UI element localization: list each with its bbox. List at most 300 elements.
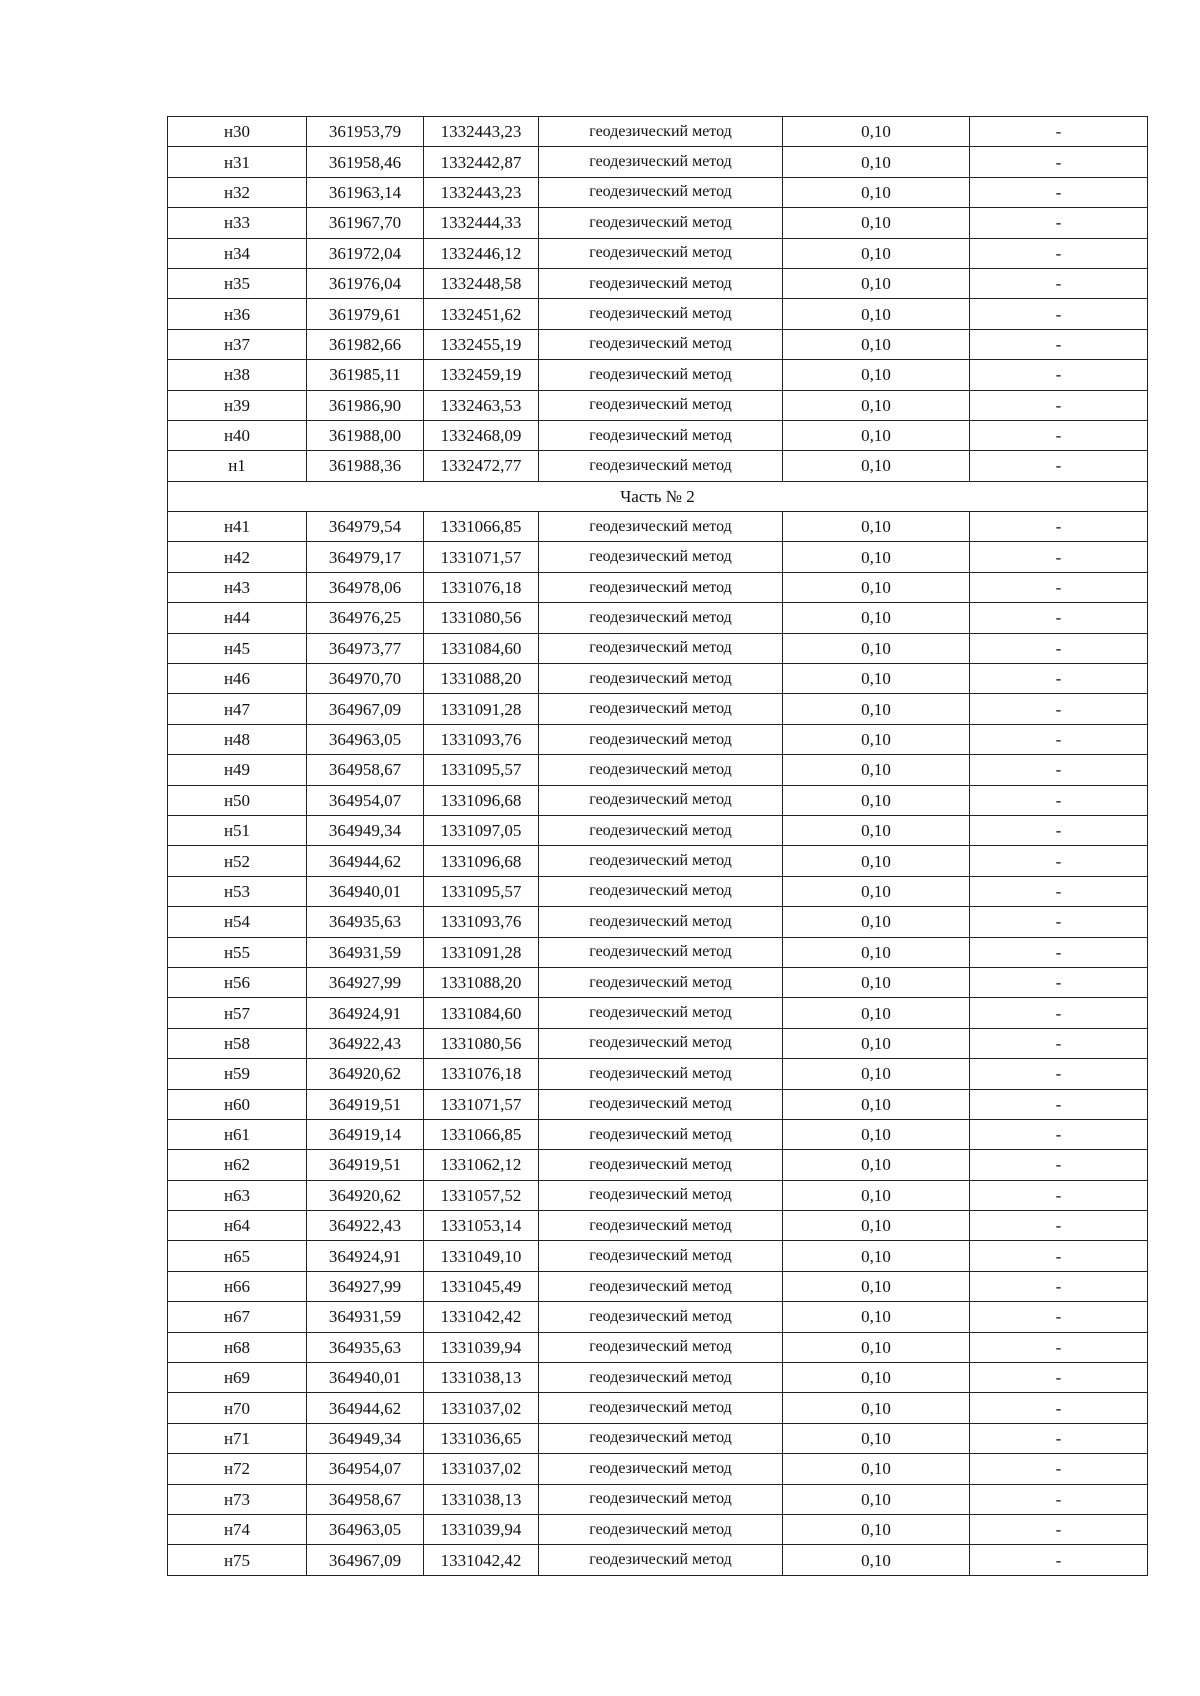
note-cell: - [970, 177, 1148, 207]
accuracy-cell: 0,10 [783, 1028, 970, 1058]
x-coordinate-cell: 364919,51 [307, 1150, 424, 1180]
point-id-cell: н71 [168, 1423, 307, 1453]
y-coordinate-cell: 1331076,18 [424, 1059, 539, 1089]
accuracy-cell: 0,10 [783, 572, 970, 602]
y-coordinate-cell: 1331049,10 [424, 1241, 539, 1271]
accuracy-cell: 0,10 [783, 846, 970, 876]
y-coordinate-cell: 1331095,57 [424, 755, 539, 785]
note-cell: - [970, 1089, 1148, 1119]
y-coordinate-cell: 1332443,23 [424, 177, 539, 207]
note-cell: - [970, 785, 1148, 815]
note-cell: - [970, 907, 1148, 937]
x-coordinate-cell: 361967,70 [307, 208, 424, 238]
method-cell: геодезический метод [539, 572, 783, 602]
y-coordinate-cell: 1331039,94 [424, 1514, 539, 1544]
accuracy-cell: 0,10 [783, 664, 970, 694]
point-id-cell: н44 [168, 603, 307, 633]
y-coordinate-cell: 1332468,09 [424, 420, 539, 450]
note-cell: - [970, 633, 1148, 663]
point-id-cell: н1 [168, 451, 307, 481]
accuracy-cell: 0,10 [783, 329, 970, 359]
note-cell: - [970, 815, 1148, 845]
x-coordinate-cell: 364954,07 [307, 785, 424, 815]
y-coordinate-cell: 1332444,33 [424, 208, 539, 238]
accuracy-cell: 0,10 [783, 937, 970, 967]
point-id-cell: н69 [168, 1363, 307, 1393]
method-cell: геодезический метод [539, 907, 783, 937]
x-coordinate-cell: 364919,14 [307, 1119, 424, 1149]
note-cell: - [970, 117, 1148, 147]
table-row [168, 967, 1148, 997]
coordinates-table [167, 116, 1148, 1576]
y-coordinate-cell: 1331057,52 [424, 1180, 539, 1210]
x-coordinate-cell: 361963,14 [307, 177, 424, 207]
y-coordinate-cell: 1331096,68 [424, 785, 539, 815]
method-cell: геодезический метод [539, 1180, 783, 1210]
x-coordinate-cell: 364935,63 [307, 907, 424, 937]
y-coordinate-cell: 1331088,20 [424, 967, 539, 997]
point-id-cell: н45 [168, 633, 307, 663]
x-coordinate-cell: 364949,34 [307, 815, 424, 845]
table-row [168, 420, 1148, 450]
y-coordinate-cell: 1331096,68 [424, 846, 539, 876]
table-row [168, 1028, 1148, 1058]
y-coordinate-cell: 1332451,62 [424, 299, 539, 329]
x-coordinate-cell: 364924,91 [307, 998, 424, 1028]
point-id-cell: н58 [168, 1028, 307, 1058]
x-coordinate-cell: 361972,04 [307, 238, 424, 268]
y-coordinate-cell: 1331038,13 [424, 1363, 539, 1393]
method-cell: геодезический метод [539, 846, 783, 876]
method-cell: геодезический метод [539, 542, 783, 572]
accuracy-cell: 0,10 [783, 1423, 970, 1453]
table-row [168, 1332, 1148, 1362]
table-row [168, 572, 1148, 602]
note-cell: - [970, 937, 1148, 967]
point-id-cell: н66 [168, 1271, 307, 1301]
note-cell: - [970, 1119, 1148, 1149]
table-row [168, 360, 1148, 390]
method-cell: геодезический метод [539, 1302, 783, 1332]
accuracy-cell: 0,10 [783, 907, 970, 937]
x-coordinate-cell: 364924,91 [307, 1241, 424, 1271]
note-cell: - [970, 360, 1148, 390]
x-coordinate-cell: 364958,67 [307, 1484, 424, 1514]
note-cell: - [970, 846, 1148, 876]
x-coordinate-cell: 364919,51 [307, 1089, 424, 1119]
table-row [168, 208, 1148, 238]
y-coordinate-cell: 1332472,77 [424, 451, 539, 481]
method-cell: геодезический метод [539, 1363, 783, 1393]
table-row [168, 1180, 1148, 1210]
point-id-cell: н63 [168, 1180, 307, 1210]
y-coordinate-cell: 1331095,57 [424, 876, 539, 906]
point-id-cell: н68 [168, 1332, 307, 1362]
point-id-cell: н36 [168, 299, 307, 329]
table-row [168, 451, 1148, 481]
method-cell: геодезический метод [539, 117, 783, 147]
accuracy-cell: 0,10 [783, 1393, 970, 1423]
accuracy-cell: 0,10 [783, 1302, 970, 1332]
note-cell: - [970, 238, 1148, 268]
accuracy-cell: 0,10 [783, 238, 970, 268]
accuracy-cell: 0,10 [783, 1514, 970, 1544]
table-row [168, 1302, 1148, 1332]
method-cell: геодезический метод [539, 451, 783, 481]
y-coordinate-cell: 1332463,53 [424, 390, 539, 420]
x-coordinate-cell: 364970,70 [307, 664, 424, 694]
x-coordinate-cell: 361985,11 [307, 360, 424, 390]
accuracy-cell: 0,10 [783, 208, 970, 238]
method-cell: геодезический метод [539, 1393, 783, 1423]
method-cell: геодезический метод [539, 238, 783, 268]
table-row [168, 299, 1148, 329]
point-id-cell: н74 [168, 1514, 307, 1544]
accuracy-cell: 0,10 [783, 1545, 970, 1575]
y-coordinate-cell: 1331093,76 [424, 724, 539, 754]
y-coordinate-cell: 1332442,87 [424, 147, 539, 177]
note-cell: - [970, 147, 1148, 177]
table-row [168, 512, 1148, 542]
point-id-cell: н65 [168, 1241, 307, 1271]
note-cell: - [970, 390, 1148, 420]
table-row [168, 755, 1148, 785]
point-id-cell: н59 [168, 1059, 307, 1089]
note-cell: - [970, 1028, 1148, 1058]
point-id-cell: н34 [168, 238, 307, 268]
y-coordinate-cell: 1331080,56 [424, 1028, 539, 1058]
accuracy-cell: 0,10 [783, 1363, 970, 1393]
accuracy-cell: 0,10 [783, 1211, 970, 1241]
note-cell: - [970, 998, 1148, 1028]
method-cell: геодезический метод [539, 390, 783, 420]
note-cell: - [970, 664, 1148, 694]
accuracy-cell: 0,10 [783, 360, 970, 390]
y-coordinate-cell: 1331091,28 [424, 694, 539, 724]
table-body [168, 117, 1148, 1576]
y-coordinate-cell: 1331097,05 [424, 815, 539, 845]
method-cell: геодезический метод [539, 1332, 783, 1362]
table-row [168, 1545, 1148, 1575]
method-cell: геодезический метод [539, 420, 783, 450]
method-cell: геодезический метод [539, 1484, 783, 1514]
x-coordinate-cell: 364935,63 [307, 1332, 424, 1362]
note-cell: - [970, 1271, 1148, 1301]
method-cell: геодезический метод [539, 815, 783, 845]
y-coordinate-cell: 1331038,13 [424, 1484, 539, 1514]
note-cell: - [970, 1545, 1148, 1575]
method-cell: геодезический метод [539, 1454, 783, 1484]
point-id-cell: н64 [168, 1211, 307, 1241]
accuracy-cell: 0,10 [783, 724, 970, 754]
note-cell: - [970, 542, 1148, 572]
table-row [168, 238, 1148, 268]
table-row [168, 664, 1148, 694]
x-coordinate-cell: 361982,66 [307, 329, 424, 359]
note-cell: - [970, 1332, 1148, 1362]
method-cell: геодезический метод [539, 664, 783, 694]
x-coordinate-cell: 364949,34 [307, 1423, 424, 1453]
point-id-cell: н51 [168, 815, 307, 845]
point-id-cell: н41 [168, 512, 307, 542]
y-coordinate-cell: 1331062,12 [424, 1150, 539, 1180]
method-cell: геодезический метод [539, 147, 783, 177]
method-cell: геодезический метод [539, 876, 783, 906]
point-id-cell: н62 [168, 1150, 307, 1180]
y-coordinate-cell: 1331088,20 [424, 664, 539, 694]
y-coordinate-cell: 1331053,14 [424, 1211, 539, 1241]
x-coordinate-cell: 364976,25 [307, 603, 424, 633]
x-coordinate-cell: 364931,59 [307, 1302, 424, 1332]
x-coordinate-cell: 364922,43 [307, 1211, 424, 1241]
method-cell: геодезический метод [539, 967, 783, 997]
note-cell: - [970, 1302, 1148, 1332]
point-id-cell: н72 [168, 1454, 307, 1484]
point-id-cell: н57 [168, 998, 307, 1028]
x-coordinate-cell: 364944,62 [307, 846, 424, 876]
method-cell: геодезический метод [539, 694, 783, 724]
accuracy-cell: 0,10 [783, 268, 970, 298]
note-cell: - [970, 268, 1148, 298]
point-id-cell: н53 [168, 876, 307, 906]
method-cell: геодезический метод [539, 360, 783, 390]
method-cell: геодезический метод [539, 1150, 783, 1180]
note-cell: - [970, 755, 1148, 785]
accuracy-cell: 0,10 [783, 542, 970, 572]
method-cell: геодезический метод [539, 1271, 783, 1301]
table-row [168, 1363, 1148, 1393]
method-cell: геодезический метод [539, 633, 783, 663]
point-id-cell: н30 [168, 117, 307, 147]
x-coordinate-cell: 364958,67 [307, 755, 424, 785]
note-cell: - [970, 1393, 1148, 1423]
table-row [168, 1484, 1148, 1514]
note-cell: - [970, 1363, 1148, 1393]
x-coordinate-cell: 364920,62 [307, 1180, 424, 1210]
method-cell: геодезический метод [539, 268, 783, 298]
y-coordinate-cell: 1332446,12 [424, 238, 539, 268]
table-row [168, 785, 1148, 815]
method-cell: геодезический метод [539, 299, 783, 329]
table-row [168, 268, 1148, 298]
method-cell: геодезический метод [539, 755, 783, 785]
y-coordinate-cell: 1331036,65 [424, 1423, 539, 1453]
point-id-cell: н47 [168, 694, 307, 724]
table-row [168, 1241, 1148, 1271]
note-cell: - [970, 451, 1148, 481]
x-coordinate-cell: 364920,62 [307, 1059, 424, 1089]
x-coordinate-cell: 364954,07 [307, 1454, 424, 1484]
x-coordinate-cell: 364927,99 [307, 1271, 424, 1301]
accuracy-cell: 0,10 [783, 876, 970, 906]
x-coordinate-cell: 364963,05 [307, 1514, 424, 1544]
note-cell: - [970, 1059, 1148, 1089]
accuracy-cell: 0,10 [783, 633, 970, 663]
table-row [168, 815, 1148, 845]
table-row [168, 937, 1148, 967]
point-id-cell: н39 [168, 390, 307, 420]
note-cell: - [970, 208, 1148, 238]
y-coordinate-cell: 1331037,02 [424, 1393, 539, 1423]
accuracy-cell: 0,10 [783, 1241, 970, 1271]
point-id-cell: н73 [168, 1484, 307, 1514]
table-row [168, 1059, 1148, 1089]
x-coordinate-cell: 364978,06 [307, 572, 424, 602]
y-coordinate-cell: 1331042,42 [424, 1545, 539, 1575]
y-coordinate-cell: 1332443,23 [424, 117, 539, 147]
table-row [168, 1393, 1148, 1423]
accuracy-cell: 0,10 [783, 117, 970, 147]
method-cell: геодезический метод [539, 512, 783, 542]
method-cell: геодезический метод [539, 1241, 783, 1271]
point-id-cell: н52 [168, 846, 307, 876]
accuracy-cell: 0,10 [783, 512, 970, 542]
accuracy-cell: 0,10 [783, 967, 970, 997]
x-coordinate-cell: 361976,04 [307, 268, 424, 298]
x-coordinate-cell: 361953,79 [307, 117, 424, 147]
x-coordinate-cell: 364940,01 [307, 1363, 424, 1393]
note-cell: - [970, 512, 1148, 542]
x-coordinate-cell: 361986,90 [307, 390, 424, 420]
note-cell: - [970, 1514, 1148, 1544]
method-cell: геодезический метод [539, 1423, 783, 1453]
accuracy-cell: 0,10 [783, 603, 970, 633]
y-coordinate-cell: 1331037,02 [424, 1454, 539, 1484]
accuracy-cell: 0,10 [783, 815, 970, 845]
table-row [168, 1514, 1148, 1544]
accuracy-cell: 0,10 [783, 299, 970, 329]
accuracy-cell: 0,10 [783, 1150, 970, 1180]
x-coordinate-cell: 364967,09 [307, 694, 424, 724]
x-coordinate-cell: 364940,01 [307, 876, 424, 906]
note-cell: - [970, 1180, 1148, 1210]
note-cell: - [970, 329, 1148, 359]
table-row [168, 542, 1148, 572]
method-cell: геодезический метод [539, 998, 783, 1028]
y-coordinate-cell: 1331080,56 [424, 603, 539, 633]
table-row [168, 603, 1148, 633]
point-id-cell: н43 [168, 572, 307, 602]
note-cell: - [970, 572, 1148, 602]
table-row [168, 1089, 1148, 1119]
x-coordinate-cell: 364973,77 [307, 633, 424, 663]
method-cell: геодезический метод [539, 603, 783, 633]
x-coordinate-cell: 364979,54 [307, 512, 424, 542]
point-id-cell: н55 [168, 937, 307, 967]
note-cell: - [970, 1150, 1148, 1180]
point-id-cell: н50 [168, 785, 307, 815]
method-cell: геодезический метод [539, 177, 783, 207]
part-header-row [168, 481, 1148, 511]
accuracy-cell: 0,10 [783, 390, 970, 420]
note-cell: - [970, 876, 1148, 906]
table-row [168, 147, 1148, 177]
table-row [168, 329, 1148, 359]
accuracy-cell: 0,10 [783, 1271, 970, 1301]
method-cell: геодезический метод [539, 1089, 783, 1119]
point-id-cell: н54 [168, 907, 307, 937]
y-coordinate-cell: 1331045,49 [424, 1271, 539, 1301]
method-cell: геодезический метод [539, 1211, 783, 1241]
method-cell: геодезический метод [539, 1545, 783, 1575]
table-row [168, 117, 1148, 147]
method-cell: геодезический метод [539, 724, 783, 754]
accuracy-cell: 0,10 [783, 694, 970, 724]
point-id-cell: н35 [168, 268, 307, 298]
point-id-cell: н40 [168, 420, 307, 450]
method-cell: геодезический метод [539, 937, 783, 967]
point-id-cell: н48 [168, 724, 307, 754]
accuracy-cell: 0,10 [783, 420, 970, 450]
y-coordinate-cell: 1331084,60 [424, 633, 539, 663]
method-cell: геодезический метод [539, 208, 783, 238]
point-id-cell: н38 [168, 360, 307, 390]
note-cell: - [970, 420, 1148, 450]
method-cell: геодезический метод [539, 1119, 783, 1149]
y-coordinate-cell: 1331076,18 [424, 572, 539, 602]
part-label: Часть № 2 [168, 481, 1148, 511]
method-cell: геодезический метод [539, 329, 783, 359]
y-coordinate-cell: 1331071,57 [424, 542, 539, 572]
y-coordinate-cell: 1331071,57 [424, 1089, 539, 1119]
accuracy-cell: 0,10 [783, 785, 970, 815]
point-id-cell: н61 [168, 1119, 307, 1149]
y-coordinate-cell: 1332448,58 [424, 268, 539, 298]
y-coordinate-cell: 1331066,85 [424, 512, 539, 542]
point-id-cell: н67 [168, 1302, 307, 1332]
note-cell: - [970, 1484, 1148, 1514]
table-row [168, 633, 1148, 663]
table-row [168, 694, 1148, 724]
x-coordinate-cell: 361958,46 [307, 147, 424, 177]
point-id-cell: н60 [168, 1089, 307, 1119]
accuracy-cell: 0,10 [783, 998, 970, 1028]
note-cell: - [970, 299, 1148, 329]
method-cell: геодезический метод [539, 1028, 783, 1058]
note-cell: - [970, 1423, 1148, 1453]
x-coordinate-cell: 364967,09 [307, 1545, 424, 1575]
table-row [168, 1150, 1148, 1180]
point-id-cell: н70 [168, 1393, 307, 1423]
table-row [168, 1454, 1148, 1484]
x-coordinate-cell: 364922,43 [307, 1028, 424, 1058]
y-coordinate-cell: 1331066,85 [424, 1119, 539, 1149]
accuracy-cell: 0,10 [783, 1332, 970, 1362]
point-id-cell: н33 [168, 208, 307, 238]
table-row [168, 1211, 1148, 1241]
accuracy-cell: 0,10 [783, 1484, 970, 1514]
accuracy-cell: 0,10 [783, 451, 970, 481]
y-coordinate-cell: 1331039,94 [424, 1332, 539, 1362]
table-row [168, 724, 1148, 754]
table-row [168, 876, 1148, 906]
table-row [168, 1423, 1148, 1453]
table-row [168, 177, 1148, 207]
point-id-cell: н49 [168, 755, 307, 785]
accuracy-cell: 0,10 [783, 147, 970, 177]
note-cell: - [970, 1241, 1148, 1271]
note-cell: - [970, 1211, 1148, 1241]
note-cell: - [970, 694, 1148, 724]
x-coordinate-cell: 361979,61 [307, 299, 424, 329]
note-cell: - [970, 603, 1148, 633]
accuracy-cell: 0,10 [783, 1454, 970, 1484]
method-cell: геодезический метод [539, 785, 783, 815]
note-cell: - [970, 967, 1148, 997]
table-row [168, 1271, 1148, 1301]
accuracy-cell: 0,10 [783, 177, 970, 207]
x-coordinate-cell: 364944,62 [307, 1393, 424, 1423]
